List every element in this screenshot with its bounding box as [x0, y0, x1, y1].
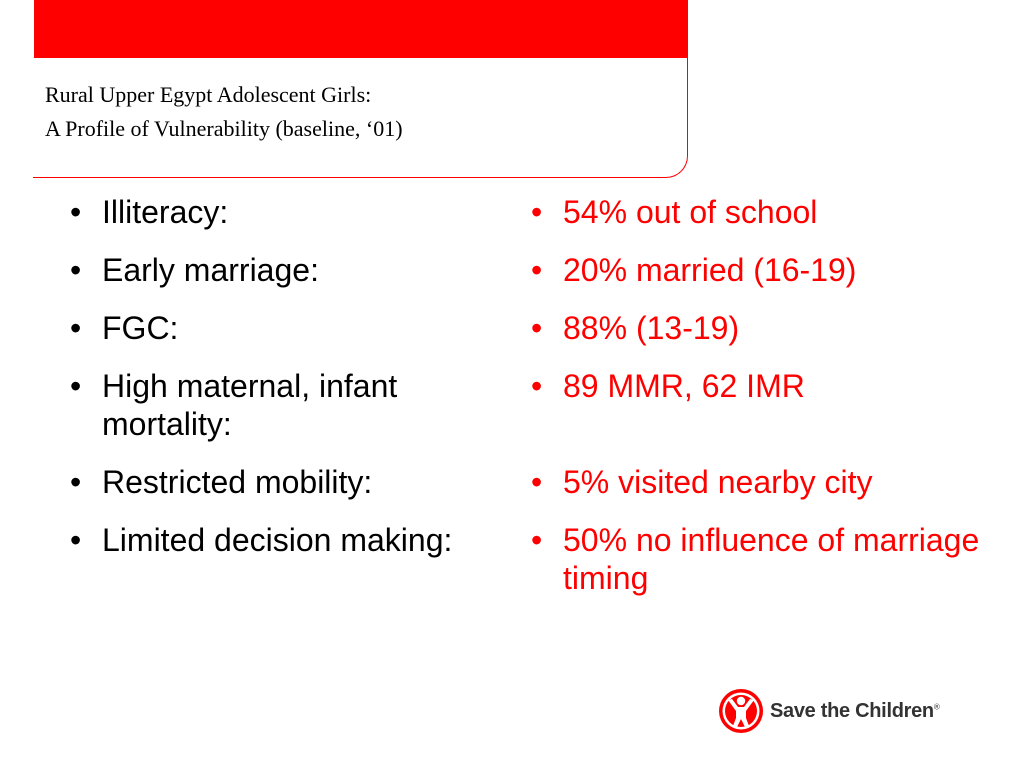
indicator-item: • Limited decision making:: [70, 521, 490, 559]
indicator-list: [70, 193, 490, 579]
statistic-item: • 88% (13-19): [531, 309, 991, 347]
statistic-list: [531, 193, 991, 617]
child-figure-logo-icon: [718, 688, 764, 734]
statistic-item: • 5% visited nearby city: [531, 463, 991, 501]
indicator-item: • Illiteracy:: [70, 193, 490, 231]
statistic-item: • 20% married (16-19): [531, 251, 991, 289]
slide-title: [45, 78, 403, 146]
title-line-1: Rural Upper Egypt Adolescent Girls:: [45, 82, 372, 107]
logo-wordmark: Save the Children®: [770, 699, 940, 722]
indicator-item: • High maternal, infant mortality:: [70, 367, 490, 443]
title-line-2: A Profile of Vulnerability (baseline, ‘01): [45, 116, 403, 141]
save-the-children-logo: [718, 686, 968, 736]
header-red-band: [34, 0, 688, 58]
statistic-item: • 89 MMR, 62 IMR: [531, 367, 991, 405]
indicator-item: • Early marriage:: [70, 251, 490, 289]
indicator-item: • Restricted mobility:: [70, 463, 490, 501]
indicator-item: • FGC:: [70, 309, 490, 347]
statistic-item: • 54% out of school: [531, 193, 991, 231]
statistic-item: • 50% no influence of marriage timing: [531, 521, 991, 597]
